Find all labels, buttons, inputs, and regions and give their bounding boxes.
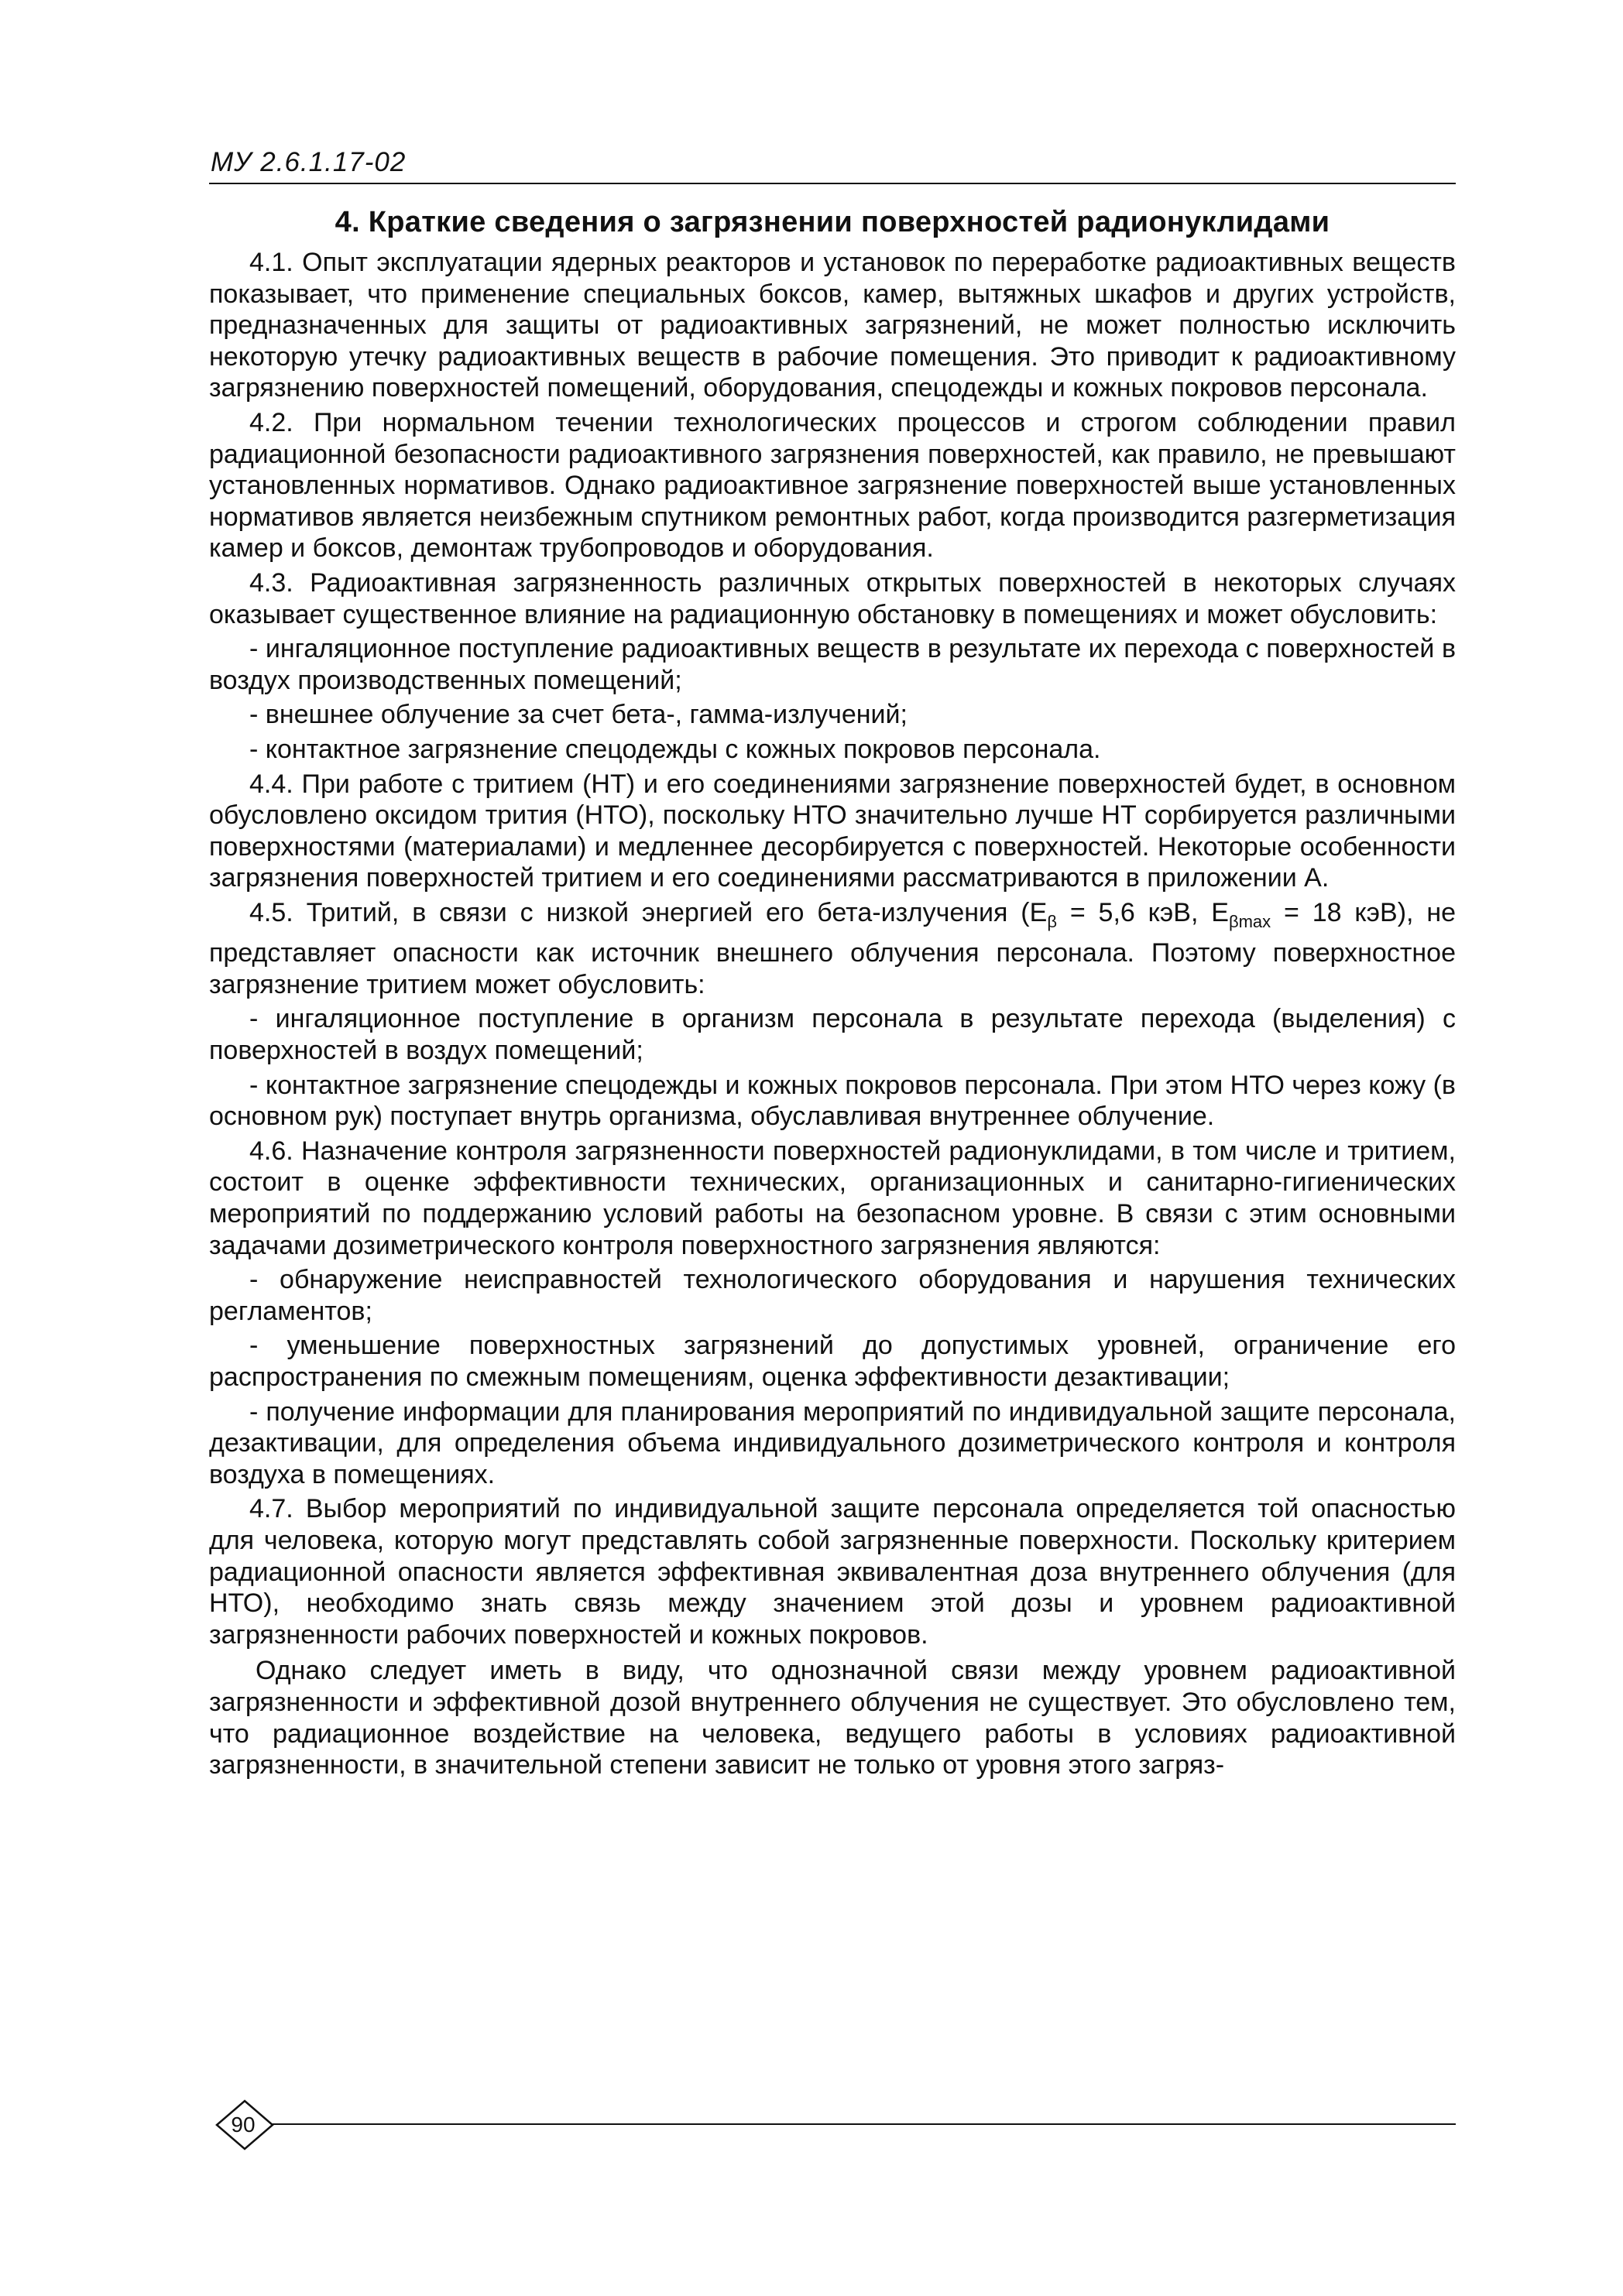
list-item: - ингаляционное поступление в организм персонала в результате перехода (выделения) с поверхностей в воздух помещений; (209, 1004, 1456, 1066)
paragraph-4-5 (209, 897, 1456, 1001)
list-item: - внешнее облучение за счет бета-, гамма-излучений; (249, 700, 908, 730)
list-item: - получение информации для планирования мероприятий по индивидуальной защите персонала, дезактивации, для определения объема индивидуального дозиметрического контроля и контроля воздуха в помещениях. (209, 1396, 1456, 1489)
subscript-beta: β (1047, 911, 1057, 931)
header-rule (209, 183, 1456, 184)
page-number: 90 (231, 2113, 256, 2137)
subscript-beta-max: βmax (1228, 911, 1271, 931)
paragraph-4-7: 4.7. Выбор мероприятий по индивидуальной защите персонала определяется той опасностью для человека, которую могут представлять собой загрязненные поверхности. Поскольку критерием радиационной опасности является эффективная эквивалентная доза внутреннего облучения (для НТО), необходимо знать связь между значением этой дозы и уровнем радиоактивной загрязненности рабочих поверхностей и кожных покровов. (209, 1494, 1456, 1650)
paragraph-4-3: 4.3. Радиоактивная загрязненность различных открытых поверхностей в некоторых случаях оказывает существенное влияние на радиационную обстановку в помещениях и может обусловить: (209, 567, 1456, 629)
list-item: - контактное загрязнение спецодежды с кожных покровов персонала. (249, 734, 1101, 764)
paragraph-final: Однако следует иметь в виду, что однозначной связи между уровнем радиоактивной загрязненности и эффективной дозой внутреннего облучения не существует. Это обусловлено тем, что радиационное воздействие на человека, ведущего работы в условиях радиоактивной загрязненности, в значительной степени зависит не только от уровня этого загряз- (209, 1656, 1456, 1780)
section-title: 4. Краткие сведения о загрязнении поверхностей радионуклидами (335, 206, 1330, 238)
paragraph-4-4: 4.4. При работе с тритием (НТ) и его соединениями загрязнение поверхностей будет, в основном обусловлено оксидом трития (НТО), поскольку НТО значительно лучше НТ сорбируется различными поверхностями (материалами) и медленнее десорбируется с поверхностей. Некоторые особенности загрязнения поверхностей тритием и его соединениями рассматриваются в приложении А. (209, 769, 1456, 893)
paragraph-4-5-part-a: 4.5. Тритий, в связи с низкой энергией его бета-излучения (Е (249, 897, 1048, 927)
document-page (209, 147, 1456, 1784)
paragraph-4-5-part-c: = 18 кэВ), не представляет опасности как источник внешнего облучения персонала. Поэтому поверхностное загрязнение тритием может обусловить: (209, 897, 1457, 999)
paragraph-4-6: 4.6. Назначение контроля загрязненности поверхностей радионуклидами, в том числе и тритием, состоит в оценке эффективности технических, организационных и санитарно-гигиенических мероприятий по поддержанию условий работы на безопасном уровне. В связи с этим основными задачами дозиметрического контроля поверхностного загрязнения являются: (209, 1136, 1456, 1260)
list-item: - обнаружение неисправностей технологического оборудования и нарушения технических регламентов; (209, 1265, 1456, 1326)
document-code: МУ 2.6.1.17-02 (211, 147, 407, 177)
list-item: - ингаляционное поступление радиоактивных веществ в результате их перехода с поверхностей в воздух производственных помещений; (209, 634, 1456, 695)
paragraph-4-5-part-b: = 5,6 кэВ, Е (1056, 897, 1229, 927)
list-item: - контактное загрязнение спецодежды и кожных покровов персонала. При этом НТО через кожу (в основном рук) поступает внутрь организма, обуславливая внутреннее облучение. (209, 1070, 1456, 1132)
page-footer (214, 2098, 1456, 2152)
paragraph-4-1: 4.1. Опыт эксплуатации ядерных реакторов и установок по переработке радиоактивных веществ показывает, что применение специальных боксов, камер, вытяжных шкафов и других устройств, предназначенных для защиты от радиоактивных загрязнений, не может полностью исключить некоторую утечку радиоактивных веществ в рабочие помещения. Это приводит к радиоактивному загрязнению поверхностей помещений, оборудования, спецодежды и кожных покровов персонала. (209, 248, 1456, 403)
paragraph-4-2: 4.2. При нормальном течении технологических процессов и строгом соблюдении правил радиационной безопасности радиоактивного загрязнения поверхностей, как правило, не превышают установленных нормативов. Однако радиоактивное загрязнение поверхностей выше установленных нормативов является неизбежным спутником ремонтных работ, когда производится разгерметизация камер и боксов, демонтаж трубопроводов и оборудования. (209, 407, 1456, 564)
list-item: - уменьшение поверхностных загрязнений до допустимых уровней, ограничение его распространения по смежным помещениям, оценка эффективности дезактивации; (209, 1331, 1456, 1392)
footer-rule (273, 2123, 1456, 2125)
